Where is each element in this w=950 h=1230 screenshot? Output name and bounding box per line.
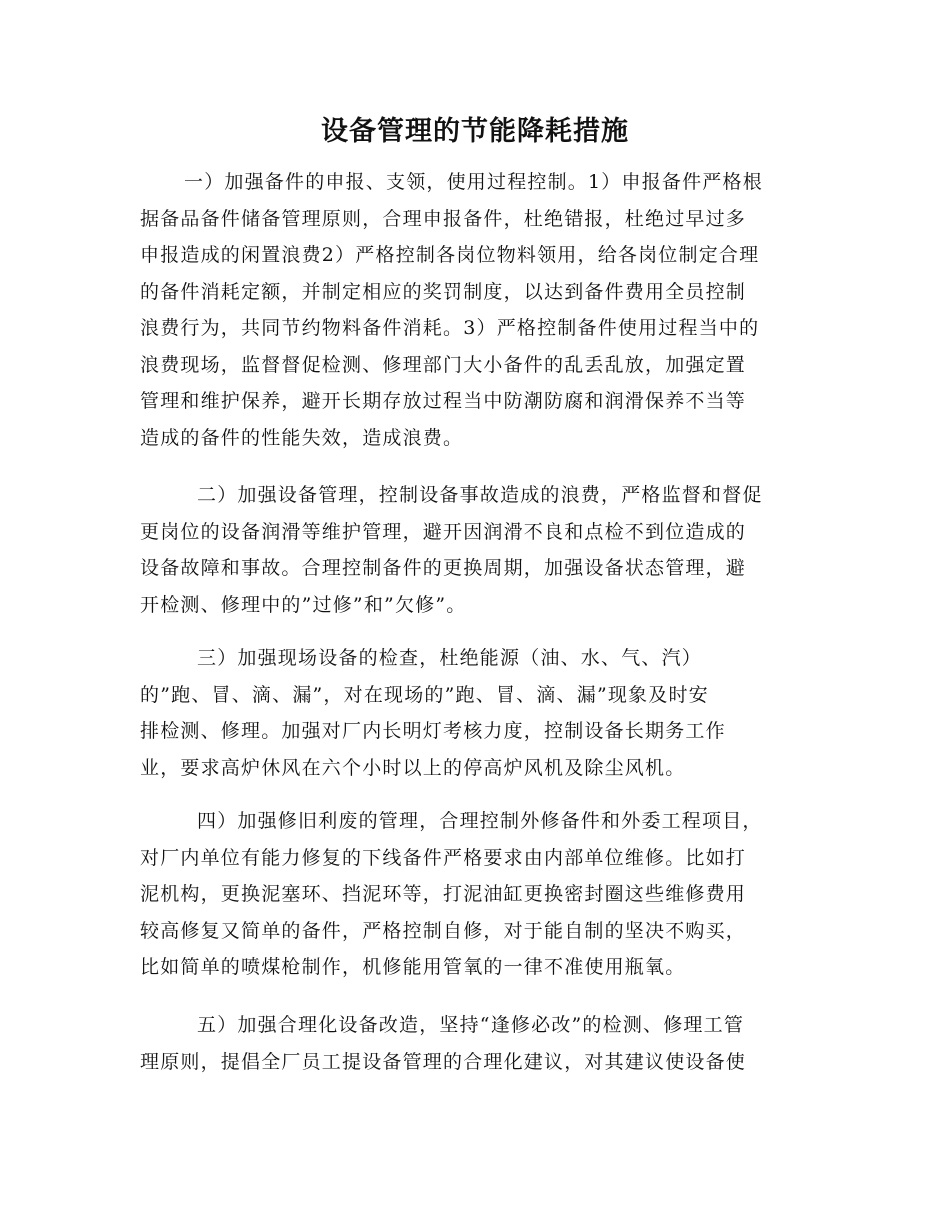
paragraph-3: [140, 640, 810, 786]
paragraph-line: 设备故障和事故。合理控制备件的更换周期，加强设备状态管理，避: [140, 557, 747, 579]
paragraph-line: 较高修复又简单的备件，严格控制自修，对于能自制的坚决不购买，: [140, 919, 747, 942]
paragraph-line: 泥机构，更换泥塞环、挡泥环等，打泥油缸更换密封圈这些维修费用: [140, 883, 747, 905]
paragraph-5: [140, 1007, 810, 1080]
paragraph-line: 二）加强设备管理，控制设备事故造成的浪费，严格监督和督促: [197, 484, 763, 506]
paragraph-line: 开检测、修理中的”过修”和”欠修”。: [140, 593, 467, 616]
paragraph-line: 浪费行为，共同节约物料备件消耗。3）严格控制备件使用过程当中的: [140, 317, 760, 339]
paragraph-line: 据备品备件储备管理原则，合理申报备件，杜绝错报，杜绝过早过多: [140, 207, 747, 230]
paragraph-line: 排检测、修理。加强对厂内长明灯考核力度，控制设备长期务工作: [140, 720, 726, 742]
document-title: 设备管理的节能降耗措施: [321, 116, 629, 147]
paragraph-line: 比如简单的喷煤枪制作，机修能用管氧的一律不准使用瓶氧。: [140, 956, 686, 978]
paragraph-line: 的备件消耗定额，并制定相应的奖罚制度，以达到备件费用全员控制: [140, 280, 747, 303]
paragraph-4: [140, 803, 810, 986]
paragraph-line: 业，要求高炉休风在六个小时以上的停高炉风机及除尘风机。: [140, 756, 686, 779]
paragraph-line: 造成的备件的性能失效，造成浪费。: [140, 426, 464, 449]
paragraph-line: 五）加强合理化设备改造，坚持“逢修必改”的检测、修理工管: [197, 1014, 745, 1036]
paragraph-2: [140, 477, 810, 623]
paragraph-line: 四）加强修旧利废的管理，合理控制外修备件和外委工程项目，: [197, 810, 763, 832]
paragraph-line: 三）加强现场设备的检查，杜绝能源（油、水、气、汽）: [197, 647, 703, 669]
paragraph-1: [140, 164, 810, 456]
paragraph-line: 一）加强备件的申报、支领，使用过程控制。1）申报备件严格根: [184, 171, 763, 193]
paragraph-line: 申报造成的闲置浪费2）严格控制各岗位物料领用，给各岗位制定合理: [140, 244, 760, 266]
paragraph-line: 管理和维护保养，避开长期存放过程当中防潮防腐和润滑保养不当等: [140, 390, 747, 412]
paragraph-line: 浪费现场，监督督促检测、修理部门大小备件的乱丢乱放，加强定置: [140, 353, 747, 376]
paragraph-line: 理原则，提倡全厂员工提设备管理的合理化建议，对其建议使设备使: [140, 1050, 747, 1073]
paragraph-line: 的”跑、冒、滴、漏”，对在现场的”跑、冒、滴、漏”现象及时安: [140, 683, 709, 706]
paragraph-line: 更岗位的设备润滑等维护管理，避开因润滑不良和点检不到位造成的: [140, 520, 747, 543]
paragraph-line: 对厂内单位有能力修复的下线备件严格要求由内部单位维修。比如打: [140, 846, 747, 869]
